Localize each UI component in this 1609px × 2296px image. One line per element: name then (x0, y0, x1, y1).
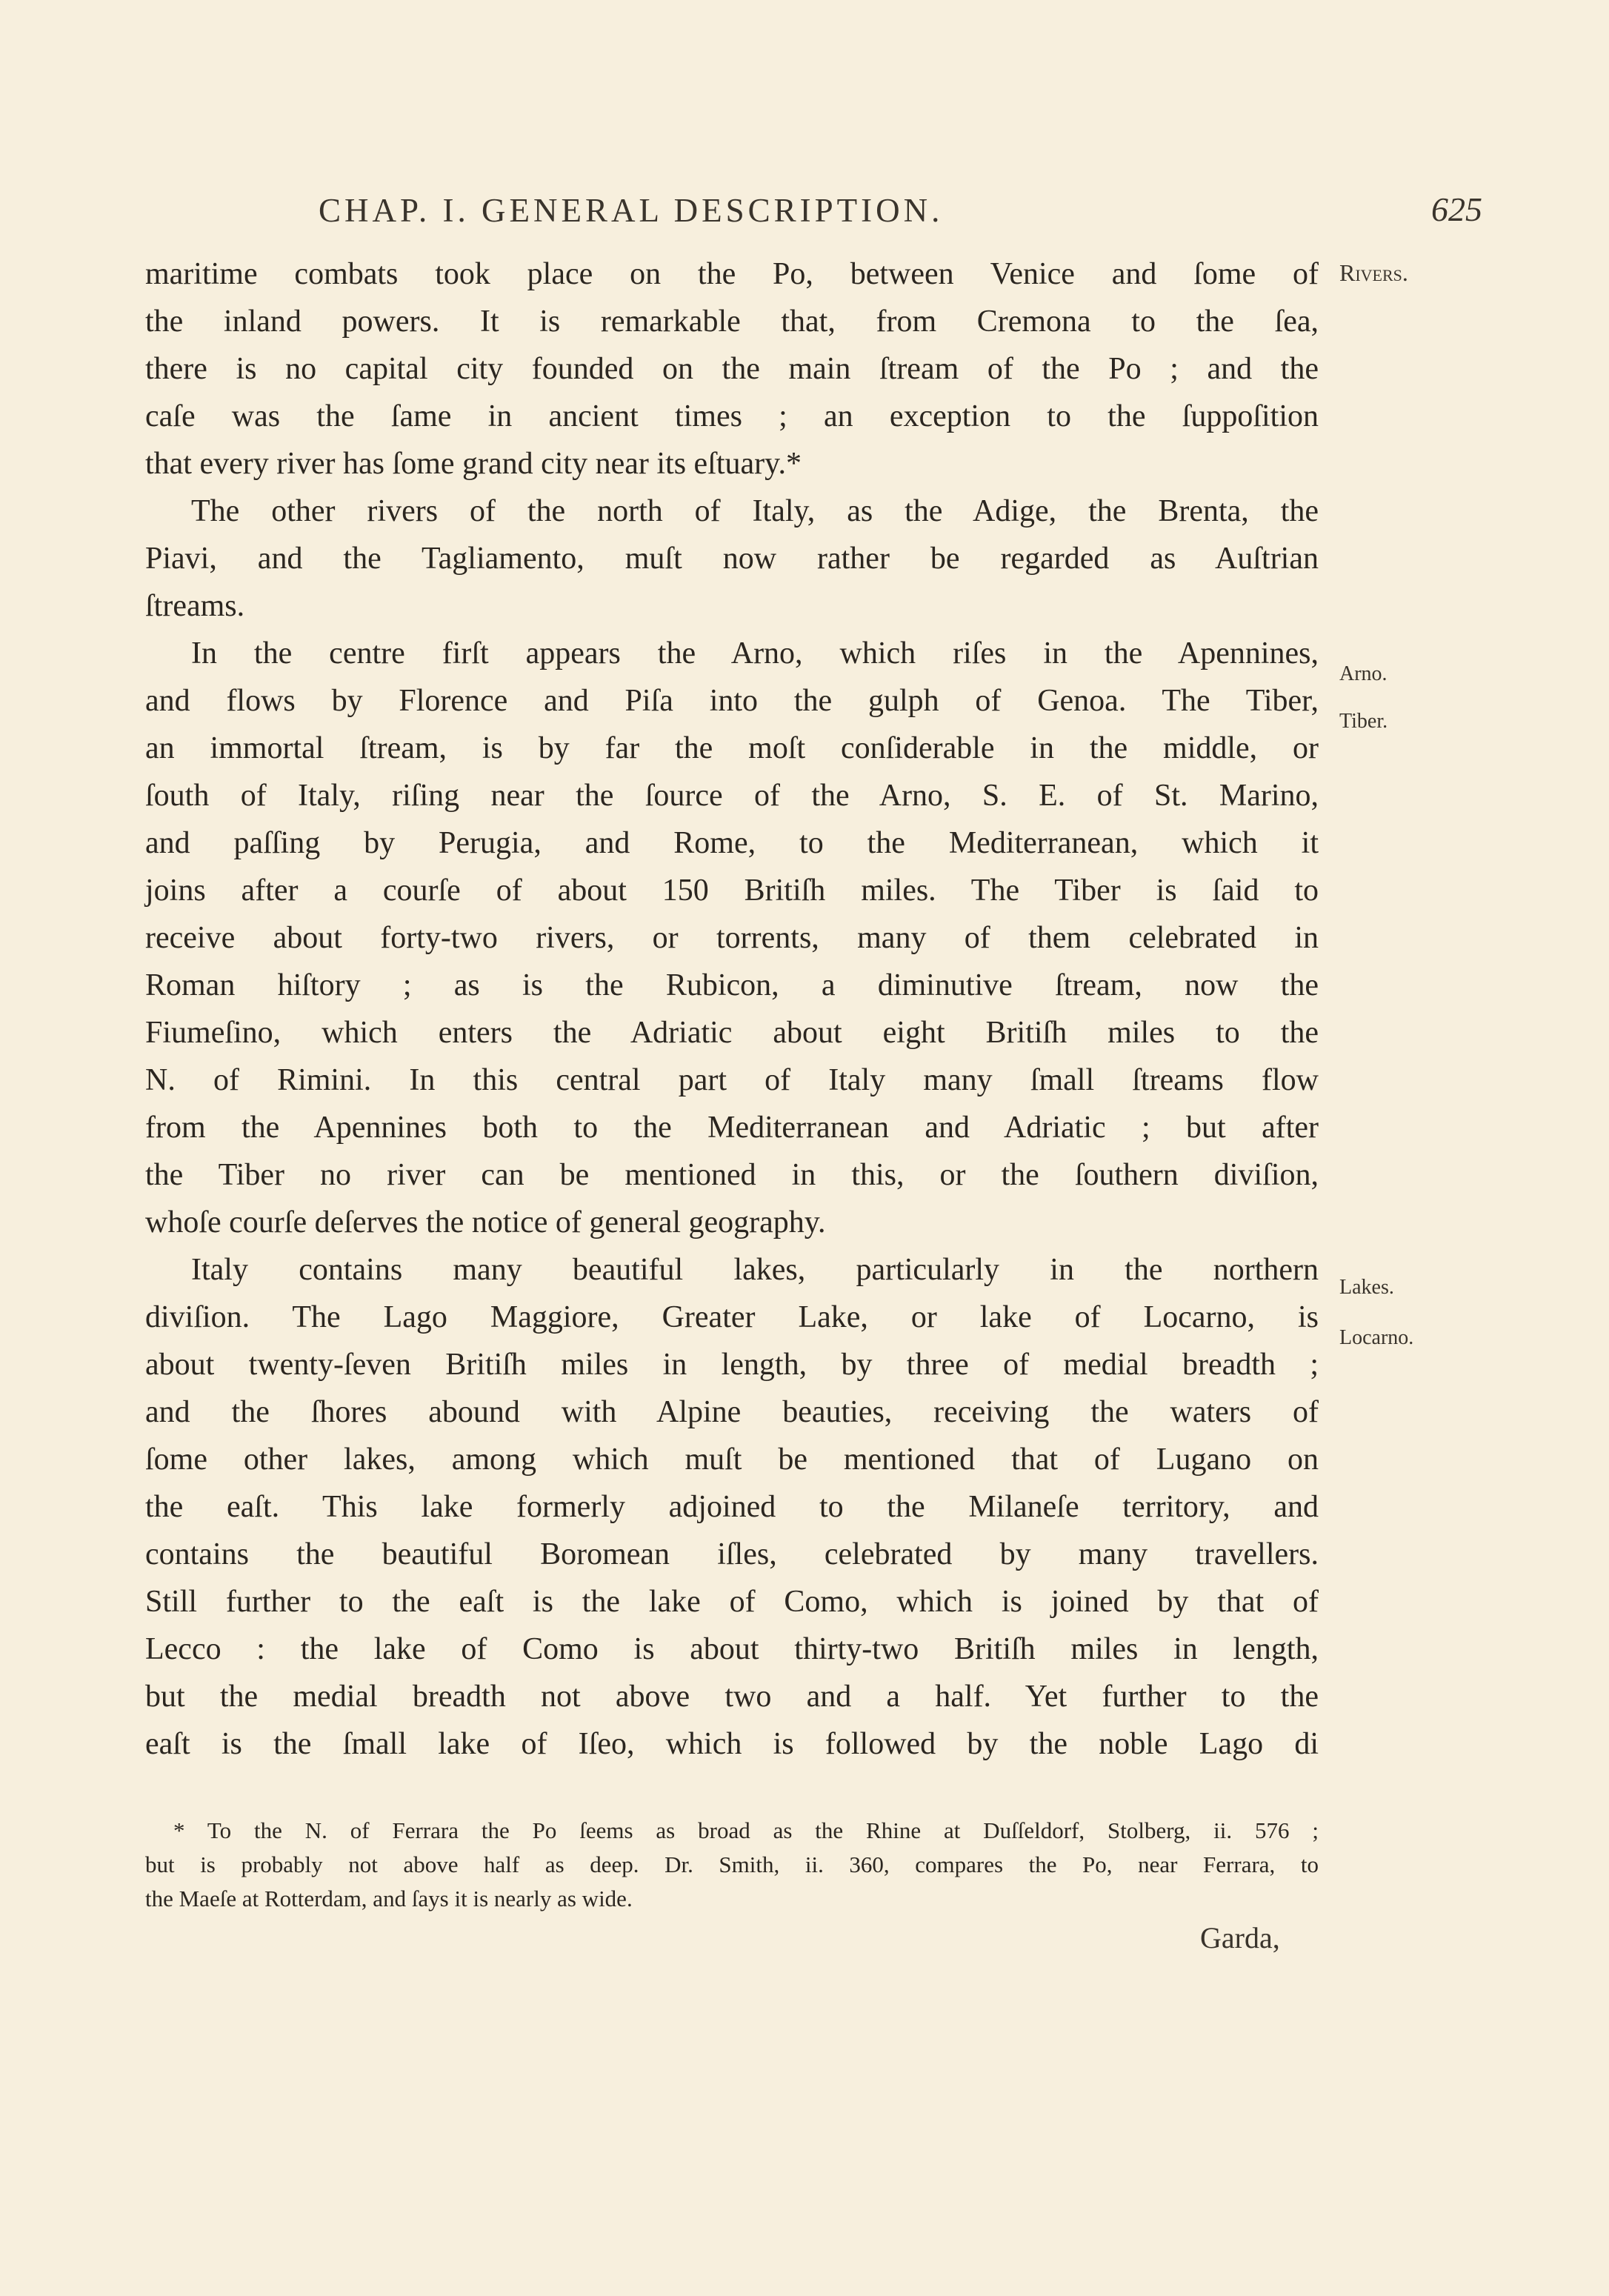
body-line: The other rivers of the north of Italy, as the Adige, the Brenta, the (191, 494, 1319, 528)
body-line: eaſt is the ſmall lake of Iſeo, which is followed by the noble Lago di (145, 1727, 1319, 1761)
body-line: ſouth of Italy, riſing near the ſource of the Arno, S. E. of St. Marino, (145, 779, 1319, 813)
body-line: ſome other lakes, among which muſt be mentioned that of Lugano on (145, 1443, 1319, 1477)
body-line: contains the beautiful Boromean iſles, celebrated by many travellers. (145, 1537, 1319, 1571)
page-number: 625 (1431, 190, 1482, 228)
body-line: and the ſhores abound with Alpine beauties, receiving the waters of (145, 1395, 1319, 1429)
body-line: Roman hiſtory ; as is the Rubicon, a diminutive ſtream, now the (145, 968, 1319, 1002)
body-line: ſtreams. (145, 589, 245, 623)
body-text (145, 250, 1319, 1768)
body-line: that every river has ſome grand city near its eſtuary.* (145, 447, 802, 481)
body-line: Lecco : the lake of Como is about thirty-two Britiſh miles in length, (145, 1632, 1319, 1666)
body-line: the eaſt. This lake formerly adjoined to the Milaneſe territory, and (145, 1490, 1319, 1524)
catchword: Garda, (1200, 1921, 1280, 1954)
footnote-line: the Maeſe at Rotterdam, and ſays it is nearly as wide. (145, 1886, 633, 1911)
footnote-line: but is probably not above half as deep. Dr. Smith, ii. 360, compares the Po, near Ferrara, to (145, 1851, 1319, 1877)
body-line: and flows by Florence and Piſa into the gulph of Genoa. The Tiber, (145, 684, 1319, 718)
body-line: but the medial breadth not above two and a half. Yet further to the (145, 1680, 1319, 1714)
body-line: joins after a courſe of about 150 Britiſh miles. The Tiber is ſaid to (145, 874, 1319, 908)
body-line: Fiumeſino, which enters the Adriatic about eight Britiſh miles to the (145, 1016, 1319, 1050)
body-line: an immortal ſtream, is by far the moſt conſiderable in the middle, or (145, 731, 1319, 765)
sidenote-lakes: Lakes. (1339, 1276, 1394, 1299)
body-line: Piavi, and the Tagliamento, muſt now rather be regarded as Auſtrian (145, 542, 1319, 576)
body-line: whoſe courſe deſerves the notice of general geography. (145, 1205, 826, 1239)
sidenote-tiber: Tiber. (1339, 710, 1388, 733)
sidenote-locarno: Locarno. (1339, 1326, 1414, 1349)
body-line: N. of Rimini. In this central part of Italy many ſmall ſtreams flow (145, 1063, 1319, 1097)
footnote (145, 1814, 1319, 1916)
body-line: about twenty-ſeven Britiſh miles in length, by three of medial breadth ; (145, 1348, 1319, 1382)
body-line: maritime combats took place on the Po, between Venice and ſome of (145, 257, 1319, 291)
sidenote-arno: Arno. (1339, 662, 1388, 685)
body-line: In the centre firſt appears the Arno, which riſes in the Apennines, (191, 636, 1319, 671)
body-line: the inland powers. It is remarkable that, from Cremona to the ſea, (145, 305, 1319, 339)
body-line: there is no capital city founded on the main ſtream of the Po ; and the (145, 352, 1319, 386)
body-line: from the Apennines both to the Mediterranean and Adriatic ; but after (145, 1111, 1319, 1145)
sidenote-rivers: Rivers. (1339, 259, 1408, 286)
footnote-line: * To the N. of Ferrara the Po ſeems as broad as the Rhine at Duſſeldorf, Stolberg, ii. 576 ; (173, 1817, 1319, 1843)
body-line: the Tiber no river can be mentioned in this, or the ſouthern diviſion, (145, 1158, 1319, 1192)
body-line: diviſion. The Lago Maggiore, Greater Lake, or lake of Locarno, is (145, 1300, 1319, 1334)
body-line: and paſſing by Perugia, and Rome, to the Mediterranean, which it (145, 826, 1319, 860)
body-line: receive about forty-two rivers, or torrents, many of them celebrated in (145, 921, 1319, 955)
body-line: caſe was the ſame in ancient times ; an exception to the ſuppoſition (145, 399, 1319, 433)
running-head: CHAP. I. GENERAL DESCRIPTION. (319, 192, 944, 229)
body-line: Still further to the eaſt is the lake of Como, which is joined by that of (145, 1585, 1319, 1619)
body-line: Italy contains many beautiful lakes, particularly in the northern (191, 1253, 1319, 1287)
